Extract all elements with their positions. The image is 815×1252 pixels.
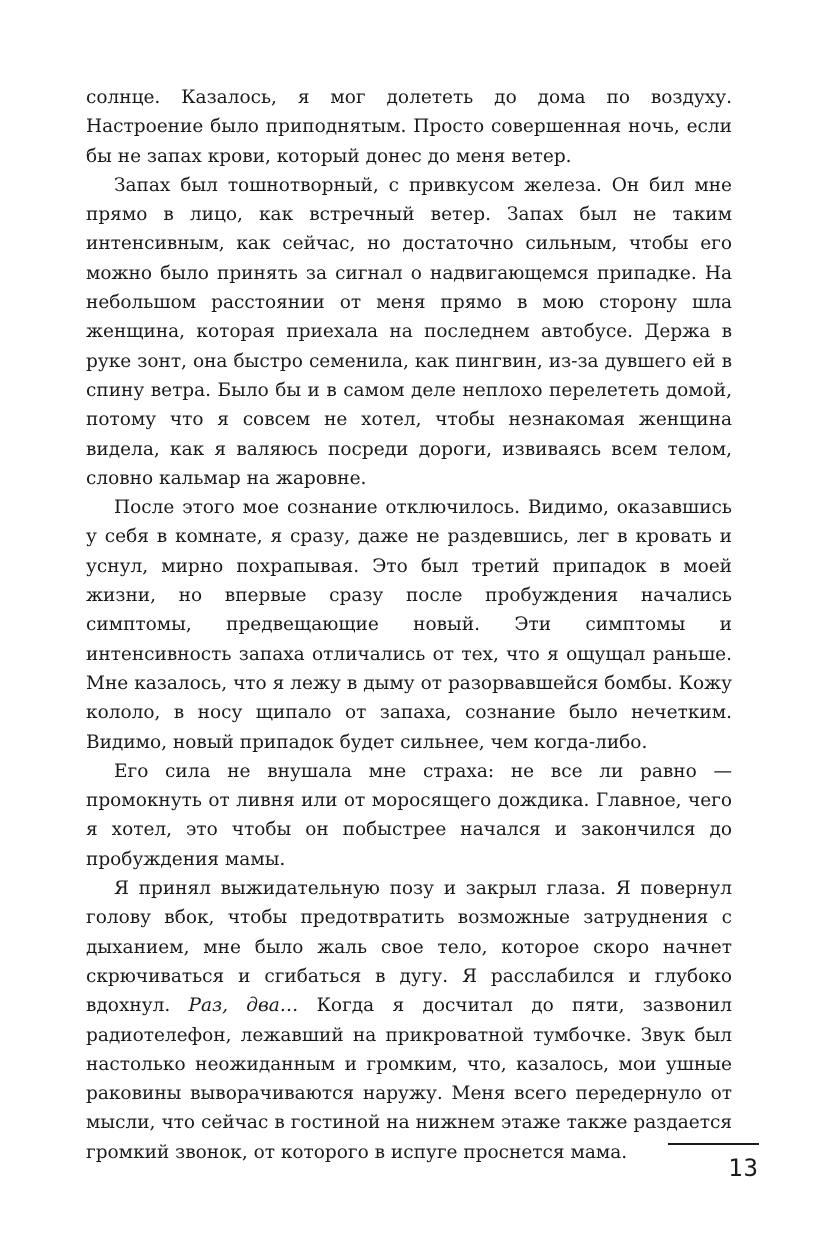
footer-rule — [668, 1143, 759, 1145]
page-body — [86, 83, 732, 1167]
page-number: 13 — [728, 1154, 759, 1182]
paragraph-4: Его сила не внушала мне страха: не все ли равно — промокнуть от ливня или от моросящего дождика. Главное, чего я хотел, это чтобы он побыстрее начался и закончился до пробуждения мамы. — [86, 760, 732, 870]
paragraph-5-start: Я принял выжидательную позу и закрыл глаза. Я повернул голову вбок, чтобы предотвратить возможные затруднения с дыханием, мне было жаль свое тело, которое скоро начнет скрючиваться и сгибаться в дугу. Я расслабился и глубоко вдохнул. — [86, 878, 732, 1017]
paragraph-3: После этого мое сознание отключилось. Видимо, оказавшись у себя в комнате, я сразу, даже не раздевшись, лег в кровать и уснул, мирно похрапывая. Это был третий припадок в моей жизни, но впервые сразу после пробуждения начались симптомы, предвещающие новый. Эти симптомы и интенсивность запаха отличались от тех, что я ощущал раньше. Мне казалось, что я лежу в дыму от разорвавшейся бомбы. Кожу кололо, в носу щипало от запаха, сознание было нечетким. Видимо, новый припадок будет сильнее, чем когда-либо. — [86, 497, 732, 753]
paragraph-5-italic: Раз, два… — [188, 995, 299, 1017]
paragraph-5-end: Когда я досчитал до пяти, зазвонил радиотелефон, лежавший на прикроватной тумбочке. Звук был настолько неожиданным и громким, что, казалось, мои ушные раковины выворачиваются наружу. Меня всего передернуло от мысли, что сейчас в гостиной на нижнем этаже также раздается громкий звонок, от которого в испуге проснется мама. — [86, 995, 732, 1163]
paragraph-2: Запах был тошнотворный, с привкусом железа. Он бил мне прямо в лицо, как встречный ветер. Запах был не таким интенсивным, как сейчас, но достаточно сильным, чтобы его можно было принять за сигнал о надвигающемся припадке. На небольшом расстоянии от меня прямо в мою сторону шла женщина, которая приехала на последнем автобусе. Держа в руке зонт, она быстро семенила, как пингвин, из-за дувшего ей в спину ветра. Было бы и в самом деле неплохо перелететь домой, потому что я совсем не хотел, чтобы незнакомая женщина видела, как я валяюсь посреди дороги, извиваясь всем телом, словно кальмар на жаровне. — [86, 174, 732, 489]
paragraph-5 — [86, 874, 732, 1167]
paragraph-1: солнце. Казалось, я мог долететь до дома по воздуху. Настроение было приподнятым. Просто совершенная ночь, если бы не запах крови, который донес до меня ветер. — [86, 87, 732, 167]
